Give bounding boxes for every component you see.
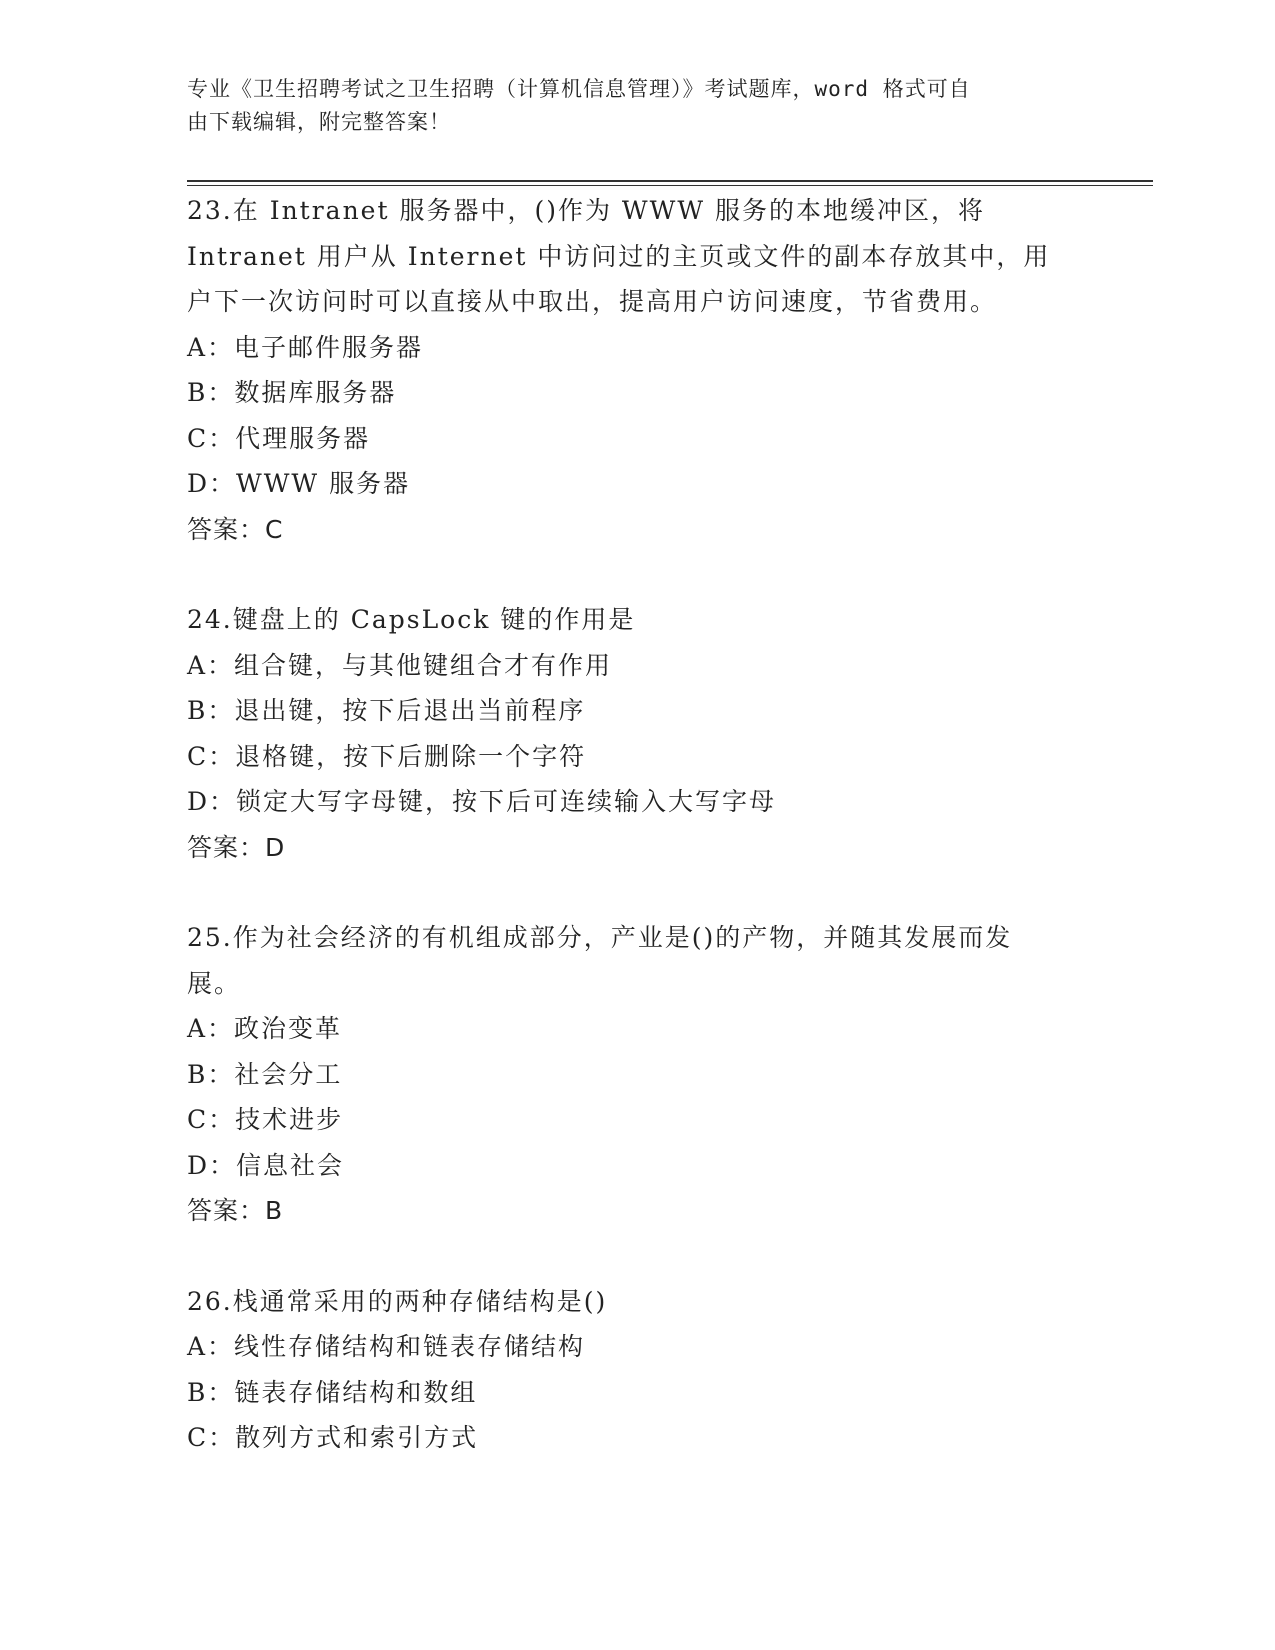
question-stem-line: 展。 xyxy=(187,968,242,998)
document-header xyxy=(187,73,1087,139)
question-list xyxy=(187,188,1087,1461)
option-c: C：代理服务器 xyxy=(187,423,371,453)
option-a: A：政治变革 xyxy=(187,1014,343,1043)
question-23 xyxy=(187,188,1087,552)
question-stem-line: 23.在 Intranet 服务器中，()作为 WWW 服务的本地缓冲区，将 xyxy=(187,196,985,225)
option-c: C：散列方式和索引方式 xyxy=(187,1423,479,1452)
option-c: C：退格键，按下后删除一个字符 xyxy=(187,741,587,771)
header-line-1: 专业《卫生招聘考试之卫生招聘（计算机信息管理）》考试题库，word 格式可自 xyxy=(187,77,971,101)
question-stem-line: 26.栈通常采用的两种存储结构是() xyxy=(187,1286,608,1316)
header-line-2: 由下载编辑，附完整答案！ xyxy=(187,110,451,134)
answer-label: 答案：B xyxy=(187,1196,284,1225)
question-stem-line: 户下一次访问时可以直接从中取出，提高用户访问速度，节省费用。 xyxy=(187,287,998,316)
question-26 xyxy=(187,1279,1087,1461)
option-b: B：退出键，按下后退出当前程序 xyxy=(187,696,586,725)
option-b: B：链表存储结构和数组 xyxy=(187,1377,478,1407)
option-a: A：线性存储结构和链表存储结构 xyxy=(187,1332,586,1361)
option-a: A：组合键，与其他键组合才有作用 xyxy=(187,650,613,680)
option-b: B：数据库服务器 xyxy=(187,378,397,407)
answer-label: 答案：C xyxy=(187,514,284,544)
question-stem-line: 25.作为社会经济的有机组成部分，产业是()的产物，并随其发展而发 xyxy=(187,923,1013,952)
question-stem-line: 24.键盘上的 CapsLock 键的作用是 xyxy=(187,605,636,634)
option-c: C：技术进步 xyxy=(187,1105,344,1134)
header-divider-thin xyxy=(187,185,1153,186)
question-stem-line: Intranet 用户从 Internet 中访问过的主页或文件的副本存放其中，用 xyxy=(187,241,1051,271)
question-25 xyxy=(187,915,1087,1234)
option-d: D：锁定大写字母键，按下后可连续输入大写字母 xyxy=(187,787,777,816)
option-d: D：信息社会 xyxy=(187,1150,345,1180)
option-d: D：WWW 服务器 xyxy=(187,469,411,498)
question-24 xyxy=(187,597,1087,870)
option-a: A：电子邮件服务器 xyxy=(187,332,424,362)
answer-label: 答案：D xyxy=(187,832,286,862)
option-b: B：社会分工 xyxy=(187,1059,343,1089)
header-divider-thick xyxy=(187,180,1153,182)
